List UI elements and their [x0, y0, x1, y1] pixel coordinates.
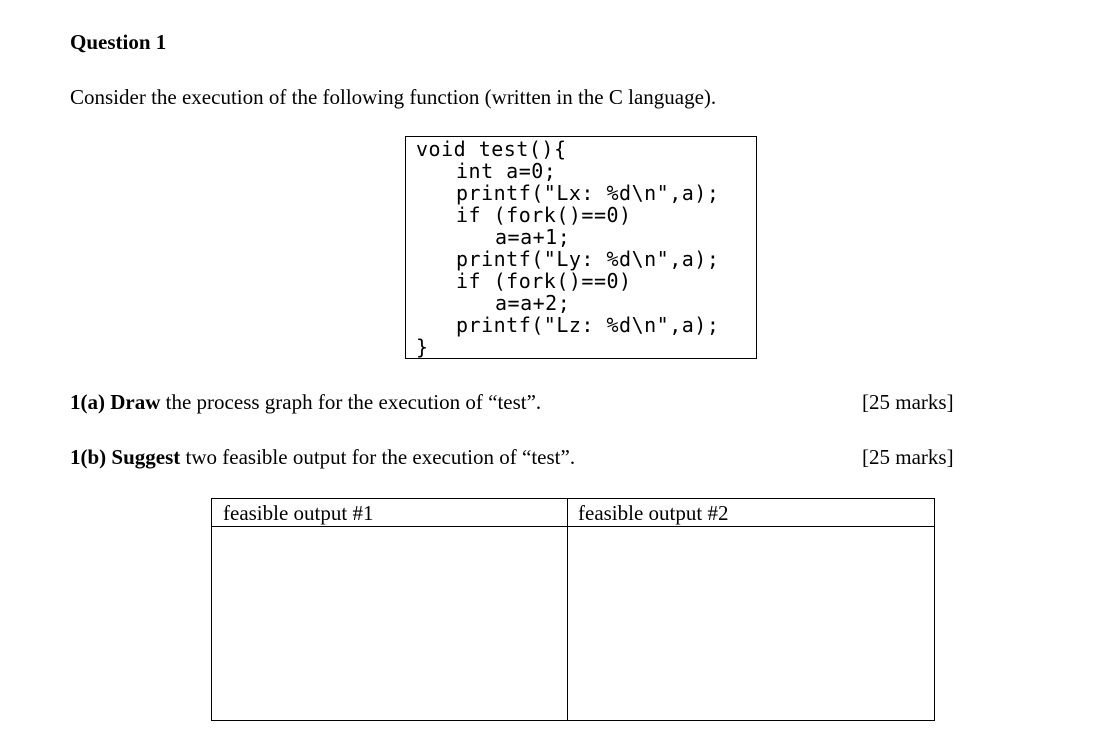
part-b-label: 1(b)	[70, 445, 107, 469]
part-a-verb: Draw	[110, 390, 161, 414]
code-line: void test(){	[416, 137, 567, 161]
code-line: if (fork()==0)	[456, 269, 632, 293]
part-b-verb: Suggest	[111, 445, 181, 469]
code-line: a=a+2;	[495, 291, 571, 315]
answer-cell-output-1[interactable]	[212, 527, 567, 720]
question-part-b	[70, 445, 575, 470]
answer-cell-output-2[interactable]	[568, 527, 934, 720]
part-a-text: the process graph for the execution of “test”.	[160, 390, 542, 414]
code-line: a=a+1;	[495, 225, 571, 249]
code-line: }	[416, 335, 429, 359]
table-header-output-2: feasible output #2	[578, 501, 729, 525]
code-box	[405, 136, 757, 359]
part-b-text: two feasible output for the execution of “test”.	[180, 445, 576, 469]
question-part-a	[70, 390, 541, 415]
question-title: Question 1	[70, 30, 167, 54]
question-intro: Consider the execution of the following function (written in the C language).	[70, 85, 717, 109]
part-a-label: 1(a)	[70, 390, 105, 414]
table-header-output-1: feasible output #1	[223, 501, 374, 525]
part-b-marks: [25 marks]	[862, 445, 954, 469]
code-line: printf("Lx: %d\n",a);	[456, 181, 720, 205]
code-line: if (fork()==0)	[456, 203, 632, 227]
code-line: printf("Lz: %d\n",a);	[456, 313, 720, 337]
feasible-output-table	[211, 498, 935, 721]
code-line: printf("Ly: %d\n",a);	[456, 247, 720, 271]
code-line: int a=0;	[456, 159, 557, 183]
part-a-marks: [25 marks]	[862, 390, 954, 414]
